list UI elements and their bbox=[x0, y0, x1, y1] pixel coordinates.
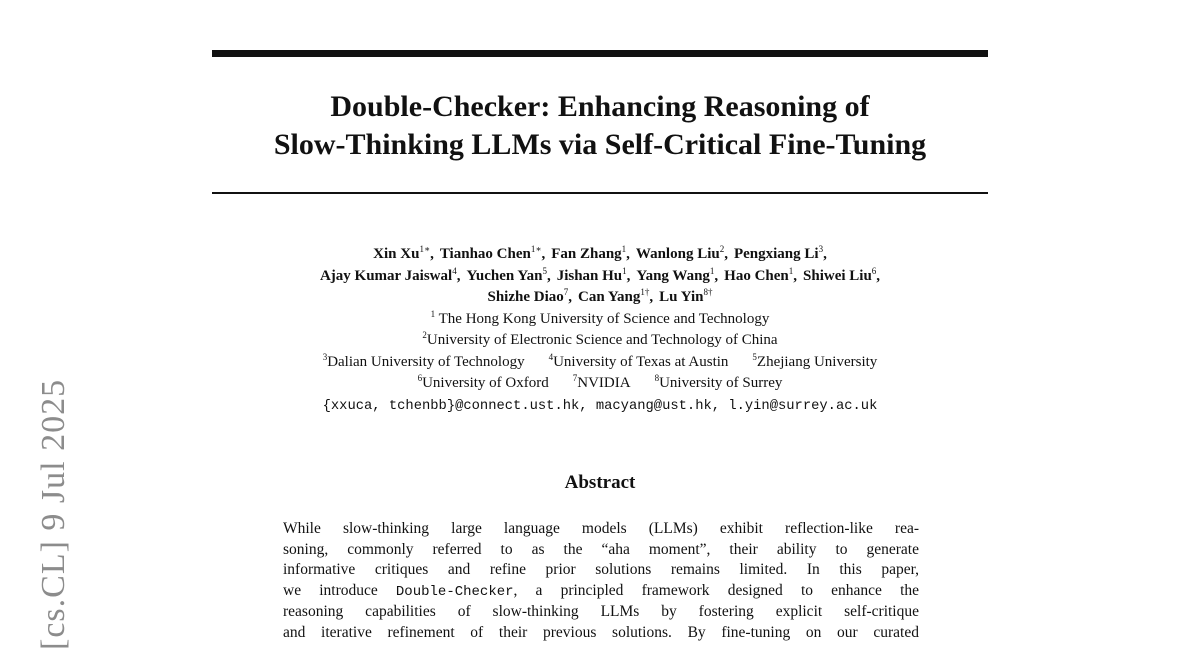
author-name: Fan Zhang bbox=[551, 246, 622, 262]
affiliation-line-2 bbox=[150, 330, 1050, 352]
author-affiliation-mark: 1 bbox=[621, 244, 627, 254]
author-name: Ajay Kumar Jaiswal bbox=[319, 267, 453, 284]
abstract-text: , a principled framework designed to enhance the bbox=[513, 581, 919, 599]
affiliation-mark: 2 bbox=[422, 330, 427, 340]
abstract-line bbox=[283, 581, 919, 603]
author-name: Lu Yin bbox=[659, 289, 704, 305]
affiliation-name: University of Electronic Science and Technology of China bbox=[426, 332, 778, 348]
author-name: Yang Wang bbox=[636, 267, 710, 284]
author-affiliation-mark: 1∗ bbox=[530, 244, 542, 254]
author-affiliation-mark: 5 bbox=[542, 265, 547, 276]
method-name: Double-Checker bbox=[395, 583, 514, 600]
affiliation-mark: 5 bbox=[752, 351, 757, 362]
affiliation-mark: 7 bbox=[572, 373, 578, 383]
author-emails: {xxuca, tchenbb}@connect.ust.hk, macyang@ust.hk, l.yin@surrey.ac.uk bbox=[322, 399, 878, 414]
author-affiliation-mark: 4 bbox=[452, 265, 457, 276]
title-rule bbox=[212, 192, 988, 194]
abstract-line: soning, commonly referred to as the “aha moment”, their ability to generate bbox=[283, 540, 919, 558]
affiliation-line-3 bbox=[150, 352, 1050, 374]
affiliation-mark: 4 bbox=[548, 351, 554, 362]
paper-title bbox=[212, 88, 988, 164]
author-affiliation-mark: 7 bbox=[563, 287, 569, 297]
author-name: Tianhao Chen bbox=[439, 246, 531, 262]
affiliation-name: University of Surrey bbox=[659, 375, 783, 391]
abstract-line: While slow-thinking large language models (LLMs) exhibit reflection-like rea- bbox=[283, 520, 919, 537]
author-affiliation-mark: 2 bbox=[719, 244, 725, 254]
affiliation-line-4 bbox=[150, 373, 1050, 395]
abstract-line: and iterative refinement of their previous solutions. By fine-tuning on our curated bbox=[283, 623, 919, 641]
affiliation-name: Dalian University of Technology bbox=[327, 353, 525, 370]
author-name: Pengxiang Li bbox=[733, 246, 819, 262]
affiliation-mark: 1 bbox=[430, 308, 436, 319]
arxiv-stamp-text: [cs.CL] 9 Jul 2025 bbox=[35, 378, 72, 650]
author-name: Xin Xu bbox=[373, 246, 420, 262]
author-affiliation-mark: 1 bbox=[622, 265, 627, 276]
title-line-1: Double-Checker: Enhancing Reasoning of bbox=[330, 90, 870, 123]
abstract-text: we introduce bbox=[283, 581, 396, 599]
author-line-1: Xin $Xu^{1∗}$, Tianhao Chen$^{1∗}$, Fan Zhang$^1$, Wanlong Liu$^2$, Pengxiang Li$^3$, bbox=[373, 244, 827, 262]
author-line-2: Ajay Kumar Jaiswal$^4$, Yuchen Yan$^5$, Jishan Hu$^1$, Yang Wang$^1$, Hao Chen$^1$, Shiwei Liu$^6$, bbox=[319, 265, 881, 284]
author-name: Can Yang bbox=[578, 289, 641, 305]
author-name: Shiwei Liu bbox=[803, 267, 872, 284]
affiliation-mark: 3 bbox=[322, 351, 328, 362]
author-affiliation-mark: 1 bbox=[709, 265, 715, 276]
affiliation-name: University of Texas at Austin bbox=[553, 353, 729, 370]
abstract-heading: Abstract bbox=[564, 472, 636, 493]
affiliation-name: University of Oxford bbox=[422, 375, 549, 391]
author-name: Jishan Hu bbox=[556, 267, 623, 284]
author-affiliation-mark: 1∗ bbox=[419, 244, 431, 254]
abstract-line: informative critiques and refine prior solutions remains limited. In this paper, bbox=[283, 561, 919, 578]
author-name: Shizhe Diao bbox=[487, 289, 564, 305]
author-name: Hao Chen bbox=[724, 267, 789, 284]
affiliation-name: NVIDIA bbox=[577, 375, 631, 391]
author-block bbox=[150, 244, 1050, 395]
affiliation-mark: 6 bbox=[417, 373, 423, 383]
author-affiliation-mark: 1† bbox=[640, 287, 650, 297]
affiliation-line-1 bbox=[150, 309, 1050, 331]
author-affiliation-mark: 3 bbox=[818, 244, 824, 254]
title-line-2: Slow-Thinking LLMs via Self-Critical Fine-Tuning bbox=[273, 128, 927, 161]
author-affiliation-mark: 6 bbox=[871, 265, 877, 276]
author-name: Yuchen Yan bbox=[466, 267, 543, 284]
author-affiliation-mark: 8† bbox=[703, 287, 713, 297]
affiliation-name: Zhejiang University bbox=[756, 353, 878, 370]
affiliation-name: The Hong Kong University of Science and Technology bbox=[435, 310, 770, 327]
affiliation-mark: 8 bbox=[654, 373, 660, 383]
author-affiliation-mark: 1 bbox=[788, 265, 794, 276]
abstract-line: reasoning capabilities of slow-thinking LLMs by fostering explicit self-critique bbox=[283, 603, 919, 620]
author-line-3: Shizhe Diao$^7$, Can Yang$^{1\dagger}$, Lu Yin$^{8\dagger}$ bbox=[487, 287, 713, 305]
abstract-body bbox=[283, 519, 919, 643]
top-rule bbox=[212, 50, 988, 57]
author-name: Wanlong Liu bbox=[635, 246, 720, 262]
